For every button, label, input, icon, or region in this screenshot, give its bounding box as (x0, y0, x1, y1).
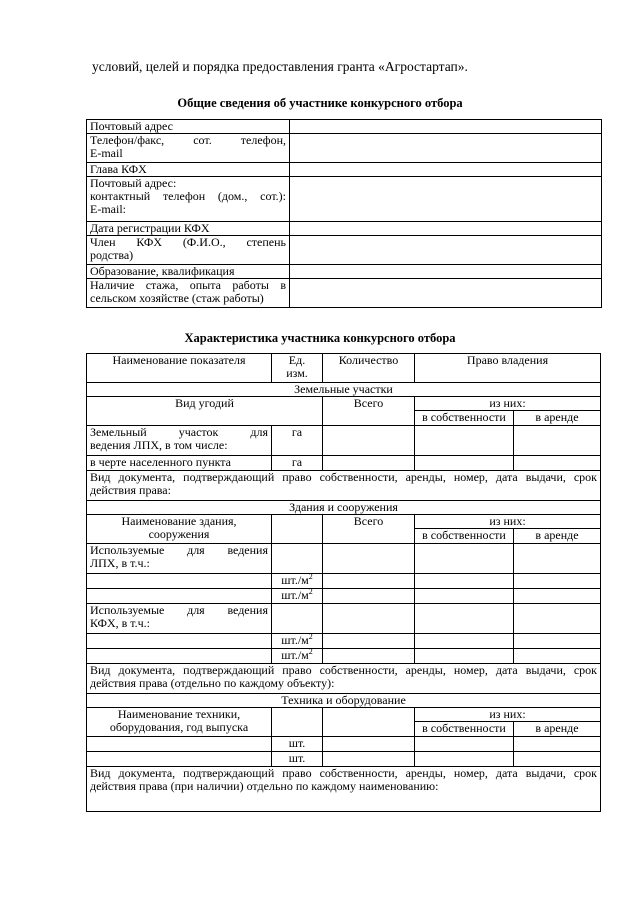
land-total-header: Всего (323, 397, 415, 426)
characteristics-title: Характеристика участника конкурсного отбора (184, 331, 456, 345)
land-settlement-total-cell[interactable] (323, 456, 415, 471)
buildings-unit-header (272, 515, 323, 544)
land-lph-unit: га (272, 426, 323, 456)
buildings-of-them-header: из них: (415, 515, 601, 529)
table-row (87, 737, 601, 752)
table-row (87, 354, 601, 383)
table-row (87, 574, 601, 589)
postal-address-field[interactable] (290, 120, 602, 134)
phone-label: Телефон/факс, сот. телефон, E-mail (87, 134, 290, 163)
table-row (87, 397, 601, 411)
table-row (87, 177, 602, 222)
kfh-member-label: Член КФХ (Ф.И.О., степень родства) (87, 236, 290, 265)
land-document-field[interactable]: Вид документа, подтверждающий право собственности, аренды, номер, дата выдачи, срок действия права: (87, 471, 601, 501)
header-quantity: Количество (323, 354, 415, 383)
characteristics-table (86, 353, 601, 812)
buildings-total-header: Всего (323, 515, 415, 544)
buildings-kfh-item-2-unit: $шт./м^2$ (272, 649, 323, 664)
table-row (87, 634, 601, 649)
buildings-kfh-item-1-own[interactable] (415, 634, 514, 649)
land-own-header: в собственности (415, 411, 514, 426)
education-field[interactable] (290, 265, 602, 279)
land-settlement-unit: га (272, 456, 323, 471)
equipment-item-1-rent[interactable] (514, 737, 601, 752)
experience-field[interactable] (290, 279, 602, 308)
land-rent-header: в аренде (514, 411, 601, 426)
buildings-kfh-item-2-total[interactable] (323, 649, 415, 664)
equipment-unit-header (272, 708, 323, 737)
header-unit: Ед. изм. (272, 354, 323, 383)
table-row (87, 134, 602, 163)
table-row (87, 120, 602, 134)
buildings-kfh-label: Используемые для ведения КФХ, в т.ч.: (87, 604, 272, 634)
land-settlement-rent-cell[interactable] (514, 456, 601, 471)
buildings-lph-item-2-total[interactable] (323, 589, 415, 604)
table-row (87, 708, 601, 722)
buildings-lph-item-1-unit: $шт./м^2$ (272, 574, 323, 589)
buildings-kfh-item-1-unit: $шт./м^2$ (272, 634, 323, 649)
equipment-item-1-unit: шт. (272, 737, 323, 752)
intro-text: условий, целей и порядка предоставления гранта «Агростартап». (92, 59, 468, 74)
buildings-kfh-item-1-rent[interactable] (514, 634, 601, 649)
equipment-document-field[interactable]: Вид документа, подтверждающий право собственности, аренды, номер, дата выдачи, срок действия права (при наличии) отдельно по каждому наименованию: (87, 767, 601, 812)
buildings-lph-item-1-total[interactable] (323, 574, 415, 589)
land-lph-own-cell[interactable] (415, 426, 514, 456)
equipment-total-header (323, 708, 415, 737)
buildings-lph-label: Используемые для ведения ЛПХ, в т.ч.: (87, 544, 272, 574)
phone-field[interactable] (290, 134, 602, 163)
table-row (87, 265, 602, 279)
land-type-header: Вид угодий (87, 397, 323, 426)
table-row (87, 501, 601, 515)
equipment-of-them-header: из них: (415, 708, 601, 722)
equipment-item-2-rent[interactable] (514, 752, 601, 767)
land-of-them-header: из них: (415, 397, 601, 411)
table-row (87, 383, 601, 397)
education-label: Образование, квалификация (87, 265, 290, 279)
equipment-item-2-total[interactable] (323, 752, 415, 767)
buildings-lph-item-1[interactable] (87, 574, 272, 589)
buildings-document-field[interactable]: Вид документа, подтверждающий право собственности, аренды, номер, дата выдачи, срок действия права (отдельно по каждому объекту): (87, 664, 601, 694)
table-row (87, 236, 602, 265)
buildings-rent-header: в аренде (514, 529, 601, 544)
table-row (87, 589, 601, 604)
header-indicator: Наименование показателя (87, 354, 272, 383)
buildings-lph-own-cell[interactable] (415, 544, 514, 574)
buildings-kfh-total-cell[interactable] (323, 604, 415, 634)
table-row (87, 604, 601, 634)
land-section-title: Земельные участки (87, 383, 601, 397)
kfh-member-field[interactable] (290, 236, 602, 265)
buildings-kfh-item-2[interactable] (87, 649, 272, 664)
buildings-kfh-own-cell[interactable] (415, 604, 514, 634)
general-info-title: Общие сведения об участнике конкурсного отбора (177, 96, 463, 110)
equipment-item-1[interactable] (87, 737, 272, 752)
buildings-lph-item-1-rent[interactable] (514, 574, 601, 589)
table-row (87, 222, 602, 236)
table-row (87, 456, 601, 471)
buildings-section-title: Здания и сооружения (87, 501, 601, 515)
postal-address-label: Почтовый адрес (87, 120, 290, 134)
buildings-kfh-item-2-rent[interactable] (514, 649, 601, 664)
buildings-kfh-unit (272, 604, 323, 634)
table-row (87, 767, 601, 812)
land-lph-label: Земельный участок для ведения ЛПХ, в том числе: (87, 426, 272, 456)
equipment-item-2[interactable] (87, 752, 272, 767)
table-row (87, 279, 602, 308)
buildings-lph-item-1-own[interactable] (415, 574, 514, 589)
registration-date-label: Дата регистрации КФХ (87, 222, 290, 236)
table-row (87, 163, 602, 177)
buildings-lph-item-2-own[interactable] (415, 589, 514, 604)
registration-date-field[interactable] (290, 222, 602, 236)
table-row (87, 664, 601, 694)
equipment-item-2-unit: шт. (272, 752, 323, 767)
buildings-lph-total-cell[interactable] (323, 544, 415, 574)
equipment-name-header: Наименование техники, оборудования, год выпуска (87, 708, 272, 737)
table-row (87, 426, 601, 456)
head-contacts-label: Почтовый адрес: контактный телефон (дом., сот.): E-mail: (87, 177, 290, 222)
land-settlement-label: в черте населенного пункта (87, 456, 272, 471)
equipment-section-title: Техника и оборудование (87, 694, 601, 708)
header-ownership: Право владения (415, 354, 601, 383)
buildings-lph-unit (272, 544, 323, 574)
head-contacts-field[interactable] (290, 177, 602, 222)
equipment-item-2-own[interactable] (415, 752, 514, 767)
buildings-lph-item-2-rent[interactable] (514, 589, 601, 604)
table-row (87, 544, 601, 574)
equipment-rent-header: в аренде (514, 722, 601, 737)
buildings-kfh-item-1-total[interactable] (323, 634, 415, 649)
buildings-kfh-rent-cell[interactable] (514, 604, 601, 634)
table-row (87, 515, 601, 529)
buildings-lph-item-2[interactable] (87, 589, 272, 604)
buildings-kfh-item-1[interactable] (87, 634, 272, 649)
buildings-lph-rent-cell[interactable] (514, 544, 601, 574)
general-info-table (86, 119, 602, 308)
table-row (87, 752, 601, 767)
table-row (87, 694, 601, 708)
table-row (87, 471, 601, 501)
land-lph-total-cell[interactable] (323, 426, 415, 456)
head-kfh-label: Глава КФХ (87, 163, 290, 177)
land-settlement-own-cell[interactable] (415, 456, 514, 471)
equipment-item-1-total[interactable] (323, 737, 415, 752)
table-row (87, 649, 601, 664)
land-lph-rent-cell[interactable] (514, 426, 601, 456)
buildings-name-header: Наименование здания, сооружения (87, 515, 272, 544)
buildings-lph-item-2-unit: $шт./м^2$ (272, 589, 323, 604)
head-kfh-field[interactable] (290, 163, 602, 177)
equipment-item-1-own[interactable] (415, 737, 514, 752)
experience-label: Наличие стажа, опыта работы в сельском хозяйстве (стаж работы) (87, 279, 290, 308)
buildings-kfh-item-2-own[interactable] (415, 649, 514, 664)
buildings-own-header: в собственности (415, 529, 514, 544)
equipment-own-header: в собственности (415, 722, 514, 737)
